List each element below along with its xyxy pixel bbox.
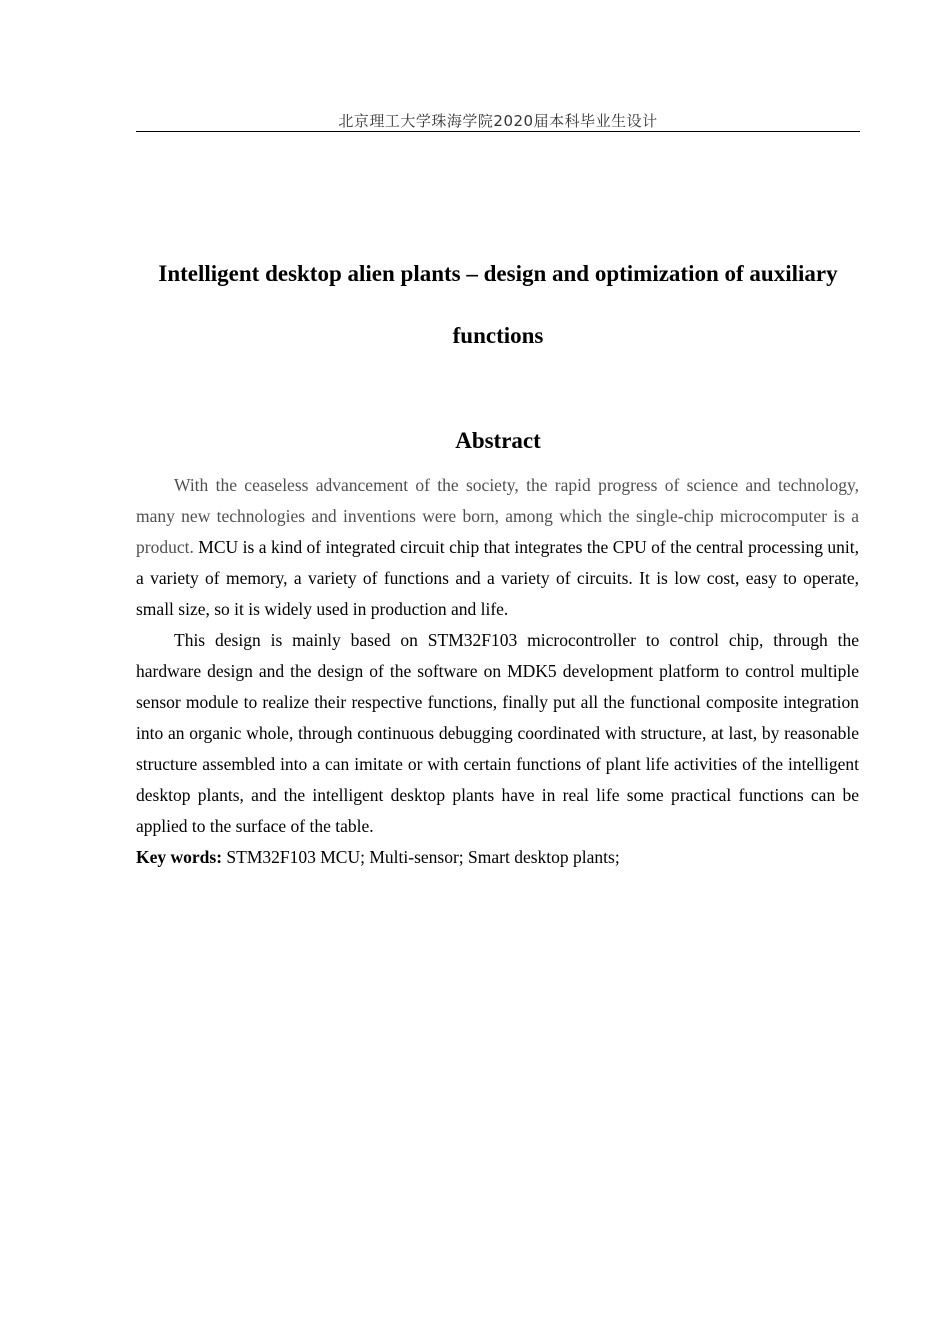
abstract-paragraph-1 — [136, 470, 859, 625]
thesis-title — [136, 243, 860, 367]
keywords-label: Key words: — [136, 847, 223, 867]
abstract-paragraph-2: This design is mainly based on STM32F103 microcontroller to control chip, through the hardware design and the design of the software on MDK5 development platform to control multiple sensor module to realize their respective functions, finally put all the functional composite integration into an organic whole, through continuous debugging coordinated with structure, at last, by reasonable structure assembled into a can imitate or with certain functions of plant life activities of the intelligent desktop plants, and the intelligent desktop plants have in real life some practical functions can be applied to the surface of the table. — [136, 630, 859, 836]
keywords-value: STM32F103 MCU; Multi-sensor; Smart desktop plants; — [222, 847, 620, 867]
title-line-2: functions — [452, 323, 544, 348]
keywords-line — [136, 842, 859, 873]
abstract-heading: Abstract — [455, 428, 541, 453]
abstract-paragraph-1-intro: With the ceaseless advancement of the society, the rapid progress of science and technology, many new technologies and inventions were born, among which the single-chip microcomputer is a product. — [136, 475, 859, 557]
header-rule — [136, 131, 860, 132]
abstract-body — [136, 470, 859, 873]
running-header: 北京理工大学珠海学院2020届本科毕业生设计 — [338, 112, 658, 130]
title-line-1: Intelligent desktop alien plants – design and optimization of auxiliary — [158, 261, 838, 286]
abstract-paragraph-1-rest: MCU is a kind of integrated circuit chip that integrates the CPU of the central processing unit, a variety of memory, a variety of functions and a variety of circuits. It is low cost, easy to operate, small size, so it is widely used in production and life. — [136, 537, 859, 619]
